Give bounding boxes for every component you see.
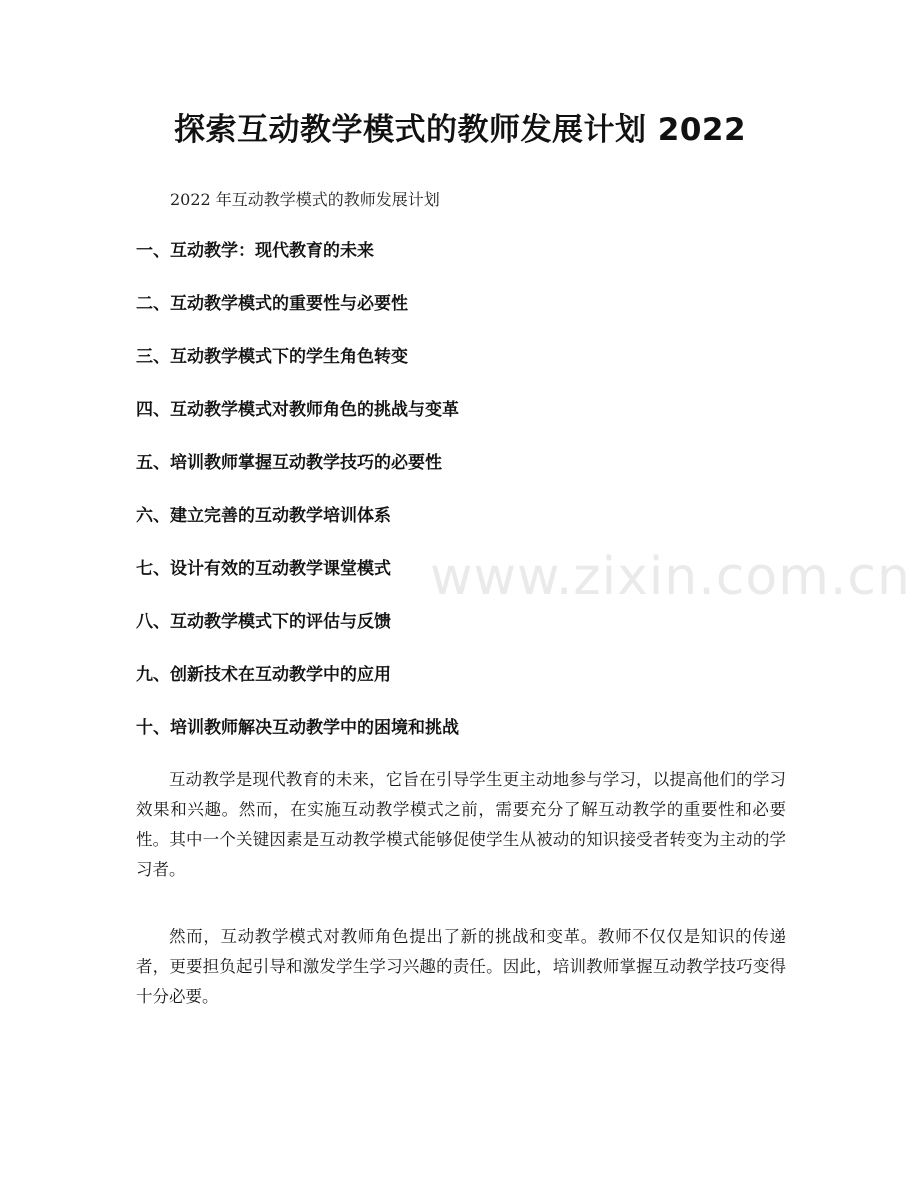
outline-item: 十、培训教师解决互动教学中的困境和挑战 (136, 718, 459, 738)
outline-list (136, 238, 786, 768)
outline-item: 三、互动教学模式下的学生角色转变 (136, 347, 408, 367)
document-title: 探索互动教学模式的教师发展计划 2022 (173, 112, 747, 148)
body-paragraph: 互动教学是现代教育的未来，它旨在引导学生更主动地参与学习，以提高他们的学习效果和兴趣。然而，在实施互动教学模式之前，需要充分了解互动教学的重要性和必要性。其中一个关键因素是互动教学模式能够促使学生从被动的知识接受者转变为主动的学习者。 (136, 770, 786, 879)
outline-item: 九、创新技术在互动教学中的应用 (136, 665, 391, 685)
outline-item: 七、设计有效的互动教学课堂模式 (136, 559, 391, 579)
watermark: www.zixin.com.cn (430, 547, 911, 607)
outline-item: 五、培训教师掌握互动教学技巧的必要性 (136, 453, 442, 473)
outline-item: 四、互动教学模式对教师角色的挑战与变革 (136, 400, 459, 420)
outline-item: 六、建立完善的互动教学培训体系 (136, 506, 391, 526)
outline-item: 一、互动教学：现代教育的未来 (136, 241, 374, 261)
outline-item: 八、互动教学模式下的评估与反馈 (136, 612, 391, 632)
document-subtitle: 2022 年互动教学模式的教师发展计划 (170, 190, 440, 209)
body-paragraph: 然而，互动教学模式对教师角色提出了新的挑战和变革。教师不仅仅是知识的传递者，更要担负起引导和激发学生学习兴趣的责任。因此，培训教师掌握互动教学技巧变得十分必要。 (136, 927, 786, 1006)
outline-item: 二、互动教学模式的重要性与必要性 (136, 294, 408, 314)
